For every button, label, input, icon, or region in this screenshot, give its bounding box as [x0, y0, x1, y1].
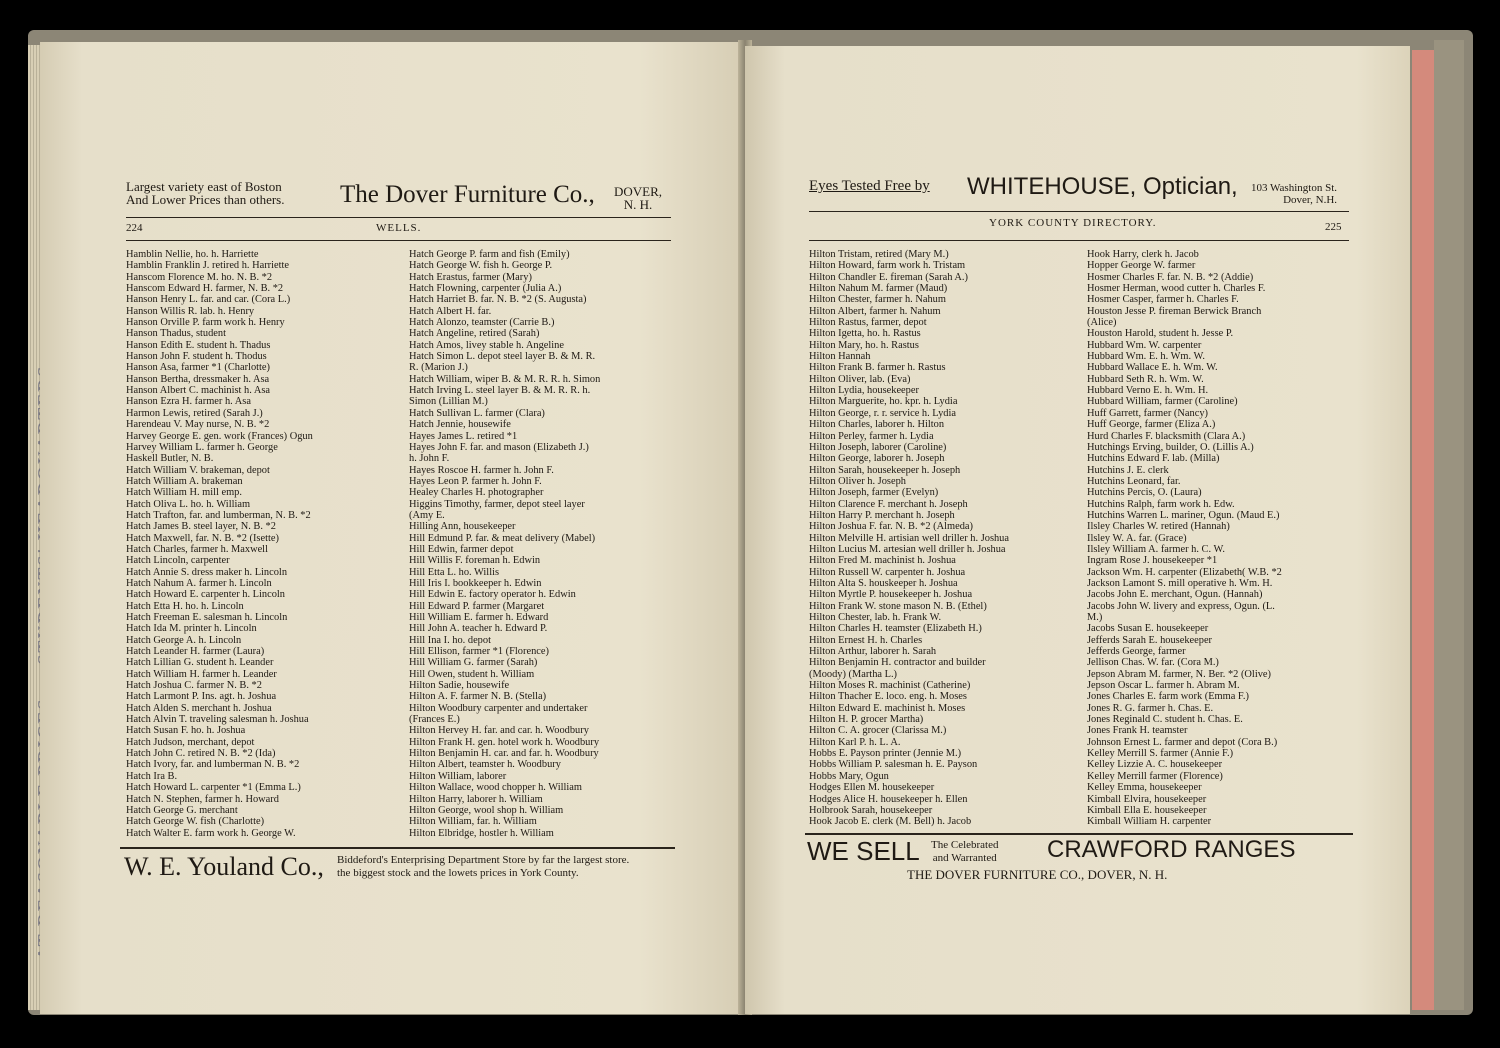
address-line-2: Dover, N.H. [1283, 194, 1338, 206]
header-city [614, 185, 662, 211]
directory-entry: Holbrook Sarah, housekeeper [809, 804, 933, 816]
directory-entry: Kelley Merrill farmer (Florence) [1087, 770, 1223, 782]
celebrated-line-1: The Celebrated [931, 839, 999, 851]
left-page [40, 42, 745, 1014]
directory-entry: Jones Frank H. teamster [1087, 725, 1188, 737]
directory-entry: Hilton Frank B. farmer h. Rastus [809, 362, 946, 374]
directory-entry: Hodges Ellen M. housekeeper [809, 782, 935, 794]
directory-entry: Hatch Nahum A. farmer h. Lincoln [126, 577, 272, 589]
directory-entry: Kelley Lizzie A. C. housekeeper [1087, 759, 1223, 771]
running-head-rule [809, 240, 1349, 241]
directory-entry: Hill William G. farmer (Sarah) [409, 657, 538, 669]
directory-entry: Hosmer Herman, wood cutter h. Charles F. [1087, 283, 1266, 295]
directory-entry: Hilton Hervey H. far. and car. h. Woodbury [409, 725, 589, 737]
directory-entry: Jones R. G. farmer h. Chas. E. [1087, 702, 1214, 714]
directory-entry: Jepson Oscar L. farmer h. Abram M. [1087, 680, 1240, 692]
directory-entry: Jepson Abram M. farmer, N. Ber. *2 (Olive) [1087, 668, 1271, 680]
footer-rule [805, 833, 1353, 835]
directory-entry: Hilton Joseph, farmer (Evelyn) [809, 487, 939, 499]
directory-entry: Hilton Howard, farm work h. Tristam [809, 260, 966, 272]
directory-entry: Hatch Lillian G. student h. Leander [126, 657, 274, 669]
directory-entry: Hilton Benjamin H. car. and far. h. Woodbury [409, 748, 599, 760]
directory-entry: Hatch Charles, farmer h. Maxwell [126, 543, 268, 555]
directory-entry: Hilton Joshua F. far. N. B. *2 (Almeda) [809, 521, 973, 533]
directory-entry: Houston Jesse P. fireman Berwick Branch [1087, 305, 1262, 317]
directory-entry: Hill Edward P. farmer (Margaret [409, 600, 545, 612]
directory-entry: Hanson Asa, farmer *1 (Charlotte) [126, 362, 270, 374]
directory-entry: Hutchings Erving, builder, O. (Lillis A.) [1087, 441, 1254, 453]
directory-entry: Hanson Willis R. lab. h. Henry [126, 305, 255, 317]
directory-entry: Hutchins Edward F. lab. (Milla) [1087, 453, 1220, 465]
directory-entry: Harendeau V. May nurse, N. B. *2 [126, 419, 270, 431]
directory-entry: Hatch Jennie, housewife [409, 419, 511, 431]
page-number: 224 [126, 222, 143, 234]
directory-entry: Hamblin Nellie, ho. h. Harriette [126, 249, 259, 260]
directory-entry: Higgins Timothy, farmer, depot steel layer [409, 498, 585, 510]
directory-entry: Hilton Alta S. houskeeper h. Joshua [809, 577, 958, 589]
directory-entry: Hilton Tristam, retired (Mary M.) [809, 249, 949, 260]
directory-entry: Hook Jacob E. clerk (M. Bell) h. Jacob [809, 816, 972, 828]
header-company: WHITEHOUSE, Optician, [967, 173, 1238, 200]
directory-entry: Hill Ina I. ho. depot [409, 634, 491, 646]
directory-entry: Hilton Charles, laborer h. Hilton [809, 419, 945, 431]
directory-entry: Ilsley Charles W. retired (Hannah) [1087, 521, 1230, 533]
directory-entry: Hilton Chester, farmer h. Nahum [809, 294, 946, 306]
directory-entry: h. John F. [409, 453, 450, 465]
directory-entry: Hutchins J. E. clerk [1087, 464, 1169, 476]
directory-entry: Jefferds George, farmer [1087, 646, 1186, 658]
tagline-line-2: And Lower Prices than others. [126, 192, 285, 207]
directory-entry: Haskell Butler, N. B. [126, 453, 214, 465]
cover-edge-right [1434, 40, 1464, 1010]
directory-entry: Hatch Lincoln, carpenter [126, 555, 230, 567]
directory-entry: Harvey William L. farmer h. George [126, 441, 278, 453]
footer-celebrated [931, 839, 999, 865]
directory-entry: Hatch George A. h. Lincoln [126, 634, 242, 646]
directory-entry: Hatch Albert H. far. [409, 305, 492, 317]
directory-entry: Hilton Benjamin H. contractor and builder [809, 657, 986, 669]
directory-entry: Kelley Merrill S. farmer (Annie F.) [1087, 748, 1234, 760]
directory-entry: Healey Charles H. photographer [409, 487, 544, 499]
directory-entry: Hatch Oliva L. ho. h. William [126, 498, 251, 510]
directory-entry: Hosmer Charles F. far. N. B. *2 (Addie) [1087, 271, 1254, 283]
directory-entry: Hatch Angeline, retired (Sarah) [409, 328, 540, 340]
directory-entry: Hilton William, far. h. William [409, 816, 537, 828]
directory-entry: Hatch Joshua C. farmer N. B. *2 [126, 680, 262, 692]
directory-entry: Hilton Chester, lab. h. Frank W. [809, 612, 942, 623]
directory-entry: Hilton Lydia, housekeeper [809, 385, 919, 397]
directory-entry: Hamblin Franklin J. retired h. Harriette [126, 260, 290, 272]
directory-entry: Jones Charles E. farm work (Emma F.) [1087, 691, 1249, 703]
directory-entry: Hill John A. teacher h. Edward P. [409, 623, 548, 635]
directory-entry: Hatch Ida M. printer h. Lincoln [126, 623, 257, 635]
tagline-line-1: Largest variety east of Boston [126, 179, 282, 194]
directory-entry: Hatch Trafton, far. and lumberman, N. B. *2 [126, 509, 311, 521]
directory-entry: Hilton A. F. farmer N. B. (Stella) [409, 691, 547, 703]
directory-entry: Hatch George P. farm and fish (Emily) [409, 249, 570, 260]
directory-entry: Hook Harry, clerk h. Jacob [1087, 249, 1199, 260]
directory-entry: Hilton Frank H. gen. hotel work h. Woodbury [409, 736, 600, 748]
right-page [745, 46, 1410, 1014]
directory-entry: Hilton Harry P. merchant h. Joseph [809, 509, 955, 521]
directory-entry: Hayes Roscoe H. farmer h. John F. [409, 464, 554, 476]
directory-entry: Hilton Clarence F. merchant h. Joseph [809, 498, 968, 510]
directory-entry: Hill Iris I. bookkeeper h. Edwin [409, 577, 542, 589]
header-rule [126, 217, 671, 218]
directory-entry: Johnson Ernest L. farmer and depot (Cora B.) [1087, 736, 1278, 748]
directory-entry: Hilton George, wool shop h. William [409, 804, 564, 816]
running-head: WELLS. [376, 222, 422, 234]
directory-entry: Hilton Frank W. stone mason N. B. (Ethel) [809, 600, 987, 612]
directory-entry: Hilton Russell W. carpenter h. Joshua [809, 566, 966, 578]
directory-entry: Hilton Albert, teamster h. Woodbury [409, 759, 561, 771]
directory-entry: Hatch Etta H. ho. h. Lincoln [126, 600, 244, 612]
directory-entry: Hilton Hannah [809, 351, 871, 363]
directory-entry: Hill Edwin E. factory operator h. Edwin [409, 589, 576, 601]
directory-entry: Hatch Freeman E. salesman h. Lincoln [126, 612, 288, 623]
directory-entry: Hilton Melville H. artisian well driller h. Joshua [809, 532, 1009, 544]
directory-entry: Hilton Mary, ho. h. Rastus [809, 339, 919, 351]
directory-entry: Hayes John F. far. and mason (Elizabeth J.) [409, 441, 589, 453]
directory-entry: Houston Harold, student h. Jesse P. [1087, 328, 1234, 340]
directory-entry: Harvey George E. gen. work (Frances) Ogun [126, 430, 313, 442]
directory-entry: R. (Marion J.) [409, 362, 468, 374]
directory-entry: Hatch Simon L. depot steel layer B. & M. R. [409, 351, 596, 363]
directory-entry: Hatch Maxwell, far. N. B. *2 (Isette) [126, 532, 279, 544]
directory-entry: Hatch Howard E. carpenter h. Lincoln [126, 589, 285, 601]
directory-entry: Hilton Edward E. machinist h. Moses [809, 702, 966, 714]
directory-entry: Hubbard Wallace E. h. Wm. W. [1087, 362, 1218, 374]
directory-entry: Hilton Moses R. machinist (Catherine) [809, 680, 971, 692]
directory-entry: Hanson Orville P. farm work h. Henry [126, 317, 285, 329]
footer-ad-line-2: the biggest stock and the lowets prices in York County. [337, 867, 579, 879]
directory-entry: Hilton Albert, farmer h. Nahum [809, 305, 941, 317]
directory-entry: Hilton Thacher E. loco. eng. h. Moses [809, 691, 967, 703]
directory-entry: Hilton C. A. grocer (Clarissa M.) [809, 725, 947, 737]
red-page-edge [1412, 50, 1434, 1010]
directory-entry: Jones Reginald C. student h. Chas. E. [1087, 714, 1243, 726]
directory-entry: Hatch Howard L. carpenter *1 (Emma L.) [126, 782, 301, 794]
footer-product: CRAWFORD RANGES [1047, 836, 1296, 863]
directory-entry: Jacobs John E. merchant, Ogun. (Hannah) [1087, 589, 1263, 601]
directory-entry: Hatch Ira B. [126, 770, 178, 782]
directory-entry: Hatch Flowning, carpenter (Julia A.) [409, 283, 562, 295]
directory-entry: Hutchins Ralph, farm work h. Edw. [1087, 498, 1235, 510]
directory-entry: Hanson Edith E. student h. Thadus [126, 339, 271, 351]
directory-entry: Hubbard William, farmer (Caroline) [1087, 396, 1238, 408]
running-head: YORK COUNTY DIRECTORY. [989, 217, 1157, 229]
footer-company: W. E. Youland Co., [124, 852, 324, 881]
directory-entry: Hilton Perley, farmer h. Lydia [809, 430, 934, 442]
directory-entry: Hatch Walter E. farm work h. George W. [126, 827, 296, 839]
directory-entry: Hatch George G. merchant [126, 804, 238, 816]
directory-entry: Hanson Thadus, student [126, 328, 226, 340]
directory-entry: Hilton William, laborer [409, 770, 507, 782]
directory-entry: Hatch N. Stephen, farmer h. Howard [126, 793, 279, 805]
directory-entry: Hilton Myrtle P. housekeeper h. Joshua [809, 589, 973, 601]
directory-entry: Hutchins Leonard, far. [1087, 475, 1181, 487]
directory-entry: (Amy E. [409, 509, 445, 521]
directory-entry: Kimball Ella E. housekeeper [1087, 804, 1207, 816]
directory-column-2 [1087, 249, 1282, 828]
directory-entry: Hilton Nahum M. farmer (Maud) [809, 283, 948, 295]
directory-entry: Hilton Joseph, laborer (Caroline) [809, 441, 947, 453]
directory-entry: Jackson Lamont S. mill operative h. Wm. H. [1087, 577, 1273, 589]
directory-entry: Hilton Ernest H. h. Charles [809, 634, 923, 646]
directory-entry: Hatch Amos, livey stable h. Angeline [409, 339, 564, 351]
directory-entry: Hilton Harry, laborer h. William [409, 793, 543, 805]
header-rule [809, 211, 1349, 212]
directory-entry: Hilton Chandler E. fireman (Sarah A.) [809, 271, 968, 283]
directory-entry: Jacobs Susan E. housekeeper [1087, 623, 1209, 635]
directory-entry: Hatch Alonzo, teamster (Carrie B.) [409, 317, 555, 329]
directory-entry: Ingram Rose J. housekeeper *1 [1087, 555, 1218, 567]
header-lead: Eyes Tested Free by [809, 178, 930, 194]
directory-entry: Hobbs E. Payson printer (Jennie M.) [809, 748, 962, 760]
directory-entry: Hubbard Wm. E. h. Wm. W. [1087, 351, 1205, 363]
header-company: The Dover Furniture Co., [340, 181, 595, 208]
directory-entry: Hosmer Casper, farmer h. Charles F. [1087, 294, 1239, 306]
directory-entry: Simon (Lillian M.) [409, 396, 488, 408]
directory-entry: (Moody) (Martha L.) [809, 668, 898, 680]
directory-entry: Hill Willis F. foreman h. Edwin [409, 555, 541, 567]
directory-entry: Hilton Oliver, lab. (Eva) [809, 373, 911, 385]
directory-entry: Hilton Wallace, wood chopper h. William [409, 782, 582, 794]
running-head-rule [126, 240, 671, 241]
directory-entry: Hatch John C. retired N. B. *2 (Ida) [126, 748, 276, 760]
directory-entry: Ilsley W. A. far. (Grace) [1087, 532, 1187, 544]
directory-entry: Jacobs John W. livery and express, Ogun. (L. [1087, 600, 1275, 612]
directory-entry: Hilton Karl P. h. L. A. [809, 736, 901, 748]
directory-entry: Hilton Sarah, housekeeper h. Joseph [809, 464, 961, 476]
directory-entry: Hanscom Florence M. ho. N. B. *2 [126, 271, 273, 283]
directory-entry: Hubbard Seth R. h. Wm. W. [1087, 373, 1204, 385]
directory-entry: Hill William E. farmer h. Edward [409, 612, 549, 623]
directory-entry: Kimball Elvira, housekeeper [1087, 793, 1207, 805]
directory-entry: (Frances E.) [409, 714, 460, 726]
address-line-1: 103 Washington St. [1251, 182, 1338, 194]
directory-entry: Huff Garrett, farmer (Nancy) [1087, 407, 1208, 419]
directory-entry: Hatch Judson, merchant, depot [126, 736, 255, 748]
directory-entry: Hilton Charles H. teamster (Elizabeth H.) [809, 623, 982, 635]
directory-entry: Hilton Rastus, farmer, depot [809, 317, 927, 329]
directory-entry: Jackson Wm. H. carpenter (Elizabeth( W.B. *2 [1087, 566, 1282, 578]
celebrated-line-2: and Warranted [932, 852, 997, 864]
directory-entry: Hilton Arthur, laborer h. Sarah [809, 646, 937, 658]
footer-seller: THE DOVER FURNITURE CO., DOVER, N. H. [907, 867, 1168, 882]
directory-entry: Ilsley William A. farmer h. C. W. [1087, 543, 1225, 555]
directory-entry: Hilton George, r. r. service h. Lydia [809, 407, 956, 419]
directory-entry: Hatch Susan F. ho. h. Joshua [126, 725, 246, 737]
directory-entry: Hatch Sullivan L. farmer (Clara) [409, 407, 545, 419]
city-line-2: N. H. [623, 197, 653, 212]
header-address [1251, 182, 1337, 206]
directory-entry: Hanscom Edward H. farmer, N. B. *2 [126, 283, 284, 295]
directory-entry: Hanson Henry L. far. and car. (Cora L.) [126, 294, 291, 306]
footer-we-sell: WE SELL [807, 836, 920, 866]
directory-entry: Hatch William H. farmer h. Leander [126, 668, 277, 680]
directory-entry: Hatch William, wiper B. & M. R. R. h. Simon [409, 373, 601, 385]
directory-entry: Hanson John F. student h. Thodus [126, 351, 267, 363]
directory-column-1 [126, 249, 313, 839]
directory-entry: Jellison Chas. W. far. (Cora M.) [1087, 657, 1219, 669]
directory-entry: Hanson Bertha, dressmaker h. Asa [126, 373, 270, 385]
directory-entry: Hanson Ezra H. farmer h. Asa [126, 396, 251, 408]
directory-entry: Hopper George W. farmer [1087, 260, 1196, 272]
directory-entry: Hutchins Percis, O. (Laura) [1087, 487, 1202, 499]
directory-entry: Hanson Albert C. machinist h. Asa [126, 385, 271, 397]
directory-entry: Hatch George W. fish (Charlotte) [126, 816, 265, 828]
directory-entry: Harmon Lewis, retired (Sarah J.) [126, 407, 263, 419]
directory-entry: Hilton George, laborer h. Joseph [809, 453, 945, 465]
directory-entry: Kimball William H. carpenter [1087, 816, 1212, 828]
directory-entry: Hubbard Wm. W. carpenter [1087, 339, 1202, 351]
directory-entry: Hatch Larmont P. Ins. agt. h. Joshua [126, 691, 277, 703]
directory-entry: Hayes Leon P. farmer h. John F. [409, 475, 542, 487]
directory-entry: Hilton Oliver h. Joseph [809, 475, 906, 487]
directory-entry: Hatch James B. steel layer, N. B. *2 [126, 521, 276, 533]
footer-ad-line-1: Biddeford's Enterprising Department Store by far the largest store. [337, 854, 630, 866]
directory-column-2 [409, 249, 600, 839]
directory-entry: M.) [1087, 612, 1103, 623]
directory-entry: Huff George, farmer (Eliza A.) [1087, 419, 1216, 431]
directory-column-1 [809, 249, 1009, 828]
directory-entry: Hatch George W. fish h. George P. [409, 260, 553, 272]
directory-entry: Hatch Alden S. merchant h. Joshua [126, 702, 272, 714]
directory-entry: Hatch Harriet B. far. N. B. *2 (S. Augusta) [409, 294, 587, 306]
directory-entry: Kelley Emma, housekeeper [1087, 782, 1202, 794]
directory-entry: Hilton Elbridge, hostler h. William [409, 827, 554, 839]
directory-entry: Hatch William H. mill emp. [126, 487, 242, 499]
directory-entry: Hatch William V. brakeman, depot [126, 464, 270, 476]
directory-entry: Hill Ellison, farmer *1 (Florence) [409, 646, 549, 658]
directory-entry: Hayes James L. retired *1 [409, 430, 518, 442]
directory-entry: Hubbard Verno E. h. Wm. H. [1087, 385, 1209, 397]
directory-entry: (Alice) [1087, 317, 1117, 329]
footer-ad-text [337, 854, 629, 880]
directory-entry: Hill Etta L. ho. Willis [409, 566, 500, 578]
directory-entry: Hilton Igetta, ho. h. Rastus [809, 328, 921, 340]
directory-entry: Hilling Ann, housekeeper [409, 521, 516, 533]
city-line-1: DOVER, [614, 184, 663, 199]
directory-entry: Hilton Fred M. machinist h. Joshua [809, 555, 956, 567]
directory-entry: Hill Edwin, farmer depot [409, 543, 514, 555]
directory-entry: Jefferds Sarah E. housekeeper [1087, 634, 1213, 646]
footer-rule [120, 847, 675, 849]
directory-entry: Hutchins Warren L. mariner, Ogun. (Maud E.) [1087, 509, 1280, 521]
directory-entry: Hilton Sadie, housewife [409, 680, 510, 692]
directory-entry: Hatch Erastus, farmer (Mary) [409, 271, 532, 283]
directory-entry: Hurd Charles F. blacksmith (Clara A.) [1087, 430, 1246, 442]
directory-entry: Hatch Alvin T. traveling salesman h. Joshua [126, 714, 309, 726]
page-number: 225 [1325, 221, 1342, 233]
directory-entry: Hilton Woodbury carpenter and undertaker [409, 702, 588, 714]
directory-entry: Hilton Lucius M. artesian well driller h. Joshua [809, 543, 1006, 555]
directory-entry: Hatch Irving L. steel layer B. & M. R. R. h. [409, 385, 591, 397]
header-tagline [126, 180, 285, 206]
directory-entry: Hobbs Mary, Ogun [809, 770, 889, 782]
directory-entry: Hilton Marguerite, ho. kpr. h. Lydia [809, 396, 958, 408]
directory-entry: Hodges Alice H. housekeeper h. Ellen [809, 793, 968, 805]
directory-entry: Hobbs William P. salesman h. E. Payson [809, 759, 978, 771]
directory-entry: Hatch Ivory, far. and lumberman N. B. *2 [126, 759, 300, 771]
directory-entry: Hill Edmund P. far. & meat delivery (Mabel) [409, 532, 596, 544]
directory-entry: Hatch William A. brakeman [126, 475, 243, 487]
directory-entry: Hatch Annie S. dress maker h. Lincoln [126, 566, 288, 578]
directory-entry: Hatch Leander H. farmer (Laura) [126, 646, 265, 658]
directory-entry: Hill Owen, student h. William [409, 668, 535, 680]
directory-entry: Hilton H. P. grocer Martha) [809, 714, 924, 726]
